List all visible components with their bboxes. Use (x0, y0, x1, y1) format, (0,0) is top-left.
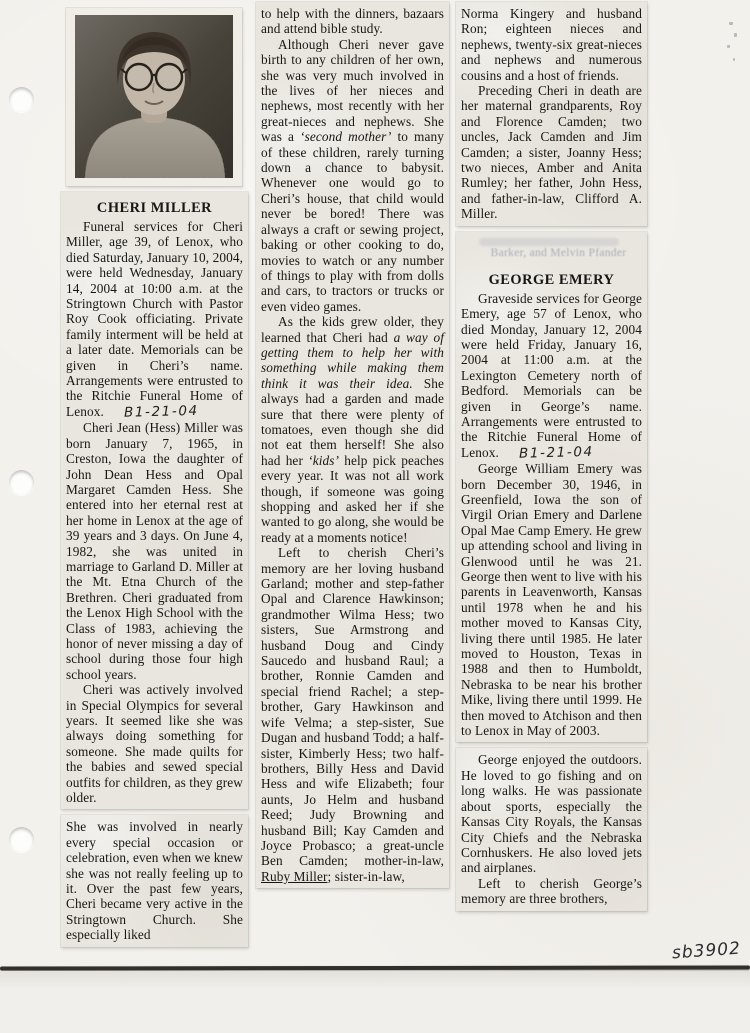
cheri-services-paragraph: Funeral services for Cheri Miller, age 39, of Lenox, who died Saturday, January 10, 2004, were held Wednesday, January 14, 2004 at 10:00 a.m. at the Stringtown Church with Pastor Roy Cook officiating. Private family interment will be held at a later date. Memorials can be given in Cheri’s name. Arrangements were entrusted to the Ritchie Funeral Home of Lenox. B1-21-04 (66, 219, 244, 421)
cheri-church-paragraph: She was involved in nearly every special occasion or celebration, even when we knew she was not really feeling up to it. Over the past few years, Cheri became very active in the Stringtown Church. She especially liked (66, 819, 243, 943)
column-middle (256, 2, 449, 888)
column-left (61, 8, 248, 947)
portrait-photo (66, 8, 242, 186)
binder-hole-middle (9, 470, 34, 495)
bleed-through-smudge (479, 238, 619, 246)
cheri-children-paragraph: Although Cheri never gave birth to any children of her own, she was very much involved in the lives of her nieces and nephews, most recently with her great-nieces and nephews. She was a ‘second mother’ to many of these children, rarely turning down a chance to babysit. Whenever one would go to Cheri’s house, that child would never be bored! There was always a craft or sewing project, baking or other cooking to do, movies to watch or any number of things to play with from dolls and cars, to tractors or trucks or even video games. (261, 36, 444, 314)
scan-speckle (734, 33, 737, 37)
cheri-kids-paragraph: As the kids grew older, they learned that Cheri had a way of getting them to help her with something while making them think it was their idea. She always had a garden and made sure that there were plenty of tomatoes, even though she did not eat them herself! She also had her ‘kids’ help pick peaches every year. It was not all work though, if someone was going shopping and asked her if she wanted to go along, she would be ready at a moments notice! (261, 314, 444, 545)
backing-page (0, 971, 750, 1033)
handwritten-date-annotation: B1-21-04 (519, 443, 595, 462)
cheri-obituary-clipping-2 (61, 815, 248, 946)
scan-speckle (733, 58, 735, 61)
george-hobbies-paragraph: George enjoyed the outdoors. He loved to go fishing and on long walks. He was passionate about sports, especially the Kansas City Royals, the Kansas City Chiefs and the Nebraska Cornhuskers. He also loved jets and airplanes. (461, 752, 642, 876)
george-services-paragraph: Graveside services for George Emery, age 57 of Lenox, who died Monday, January 12, 2004 were held Friday, January 16, 2004 at 11:00 a.m. at the Lexington Cemetery north of Bedford. Memorials can be given in George’s name. Arrangements were entrusted to the Ritchie Funeral Home of Lenox. B1-21-04 (461, 290, 642, 462)
george-obituary-clipping-2 (456, 748, 647, 910)
cheri-obituary-clipping-3 (256, 2, 449, 888)
bleed-through-text: Barker, and Melvin Pfander (490, 246, 627, 259)
cheri-church-continuation: to help with the dinners, bazaars and attend bible study. (261, 6, 444, 37)
handwritten-page-code: sb3902 (671, 938, 742, 964)
george-emery-title: GEORGE EMERY (488, 271, 615, 288)
cheri-miller-photo-clipping (66, 8, 242, 186)
cheri-obituary-clipping-4 (456, 2, 647, 226)
scan-speckle (729, 22, 733, 25)
bleed-through-area (461, 236, 642, 268)
column-right (456, 2, 647, 911)
cheri-biography-paragraph: Cheri Jean (Hess) Miller was born January 7, 1965, in Creston, Iowa the daughter of John Dean Hess and Opal Margaret Camden Hess. She entered into her eternal rest at her home in Lenox at the age of 39 years and 3 days. On June 4, 1982, she was united in marriage to Garland D. Miller at the Mt. Etna Church of the Brethren. Cheri graduated from the Lenox High School with the Class of 1983, achieving the honor of never missing a day of school during those four high school years. (66, 420, 243, 682)
cheri-survivors-continuation: Norma Kingery and husband Ron; eighteen nieces and nephews, twenty-six great-nieces and nephews and numerous cousins and a host of friends. (461, 6, 642, 83)
george-survivors-paragraph: Left to cherish George’s memory are three brothers, (461, 875, 642, 907)
george-biography-paragraph: George William Emery was born December 30, 1946, in Greenfield, Iowa the son of Virgil Orian Emery and Darlene Opal Mae Camp Emery. He grew up attending school and living in Glenwood until he was 21. George then went to live with his parents in Leavenworth, Kansas until 1978 when he and his mother moved to Kansas City, living there until 1985. He later moved to Houston, Texas in 1988 and then to Humboldt, Nebraska to be near his brother Mike, living there until 1999. He then moved to Atchison and then to Lenox in May of 2003. (461, 461, 642, 739)
cheri-miller-title: CHERI MILLER (96, 200, 213, 216)
scan-speckle (727, 45, 730, 48)
cheri-survivors-paragraph: Left to cherish Cheri’s memory are her loving husband Garland; mother and step-father Opal and Clarence Hawkinson; grandmother Wilma Hess; two sisters, Sue Armstrong and husband Doug and Cindy Saucedo and husband Raul; a brother, Ronnie Camden and special friend Rachel; a step-brother, Gary Hawkinson and wife Velma; a step-sister, Sue Dugan and husband Todd; a half-sister, Kimberly Hess; two half-brothers, Billy Hess and David Hess and wife Elizabeth; four aunts, Jo Helm and husband Reed; Judy Browning and husband Bill; Kay Camden and Joyce Probasco; a great-uncle Ben Camden; mother-in-law, Ruby Miller; sister-in-law, (261, 545, 444, 884)
cheri-miller-portrait (75, 15, 233, 178)
handwritten-date-annotation: B1-21-04 (124, 402, 200, 421)
cheri-activities-paragraph: Cheri was actively involved in Special Olympics for several years. It seemed like she was always doing something for someone. She made quilts for the babies and sewed special outfits for children, as they grew older. (66, 682, 243, 806)
cheri-obituary-clipping-1 (61, 192, 248, 809)
george-obituary-clipping-1 (456, 232, 647, 743)
cheri-preceded-paragraph: Preceding Cheri in death are her maternal grandparents, Roy and Florence Camden; two uncles, Jack Camden and Jim Camden; a sister, Joanny Hess; two nieces, Amber and Anita Rumley; her father, John Hess, and father-in-law, Clifford A. Miller. (461, 83, 642, 222)
binder-hole-bottom (9, 827, 34, 852)
binder-hole-top (9, 87, 34, 112)
